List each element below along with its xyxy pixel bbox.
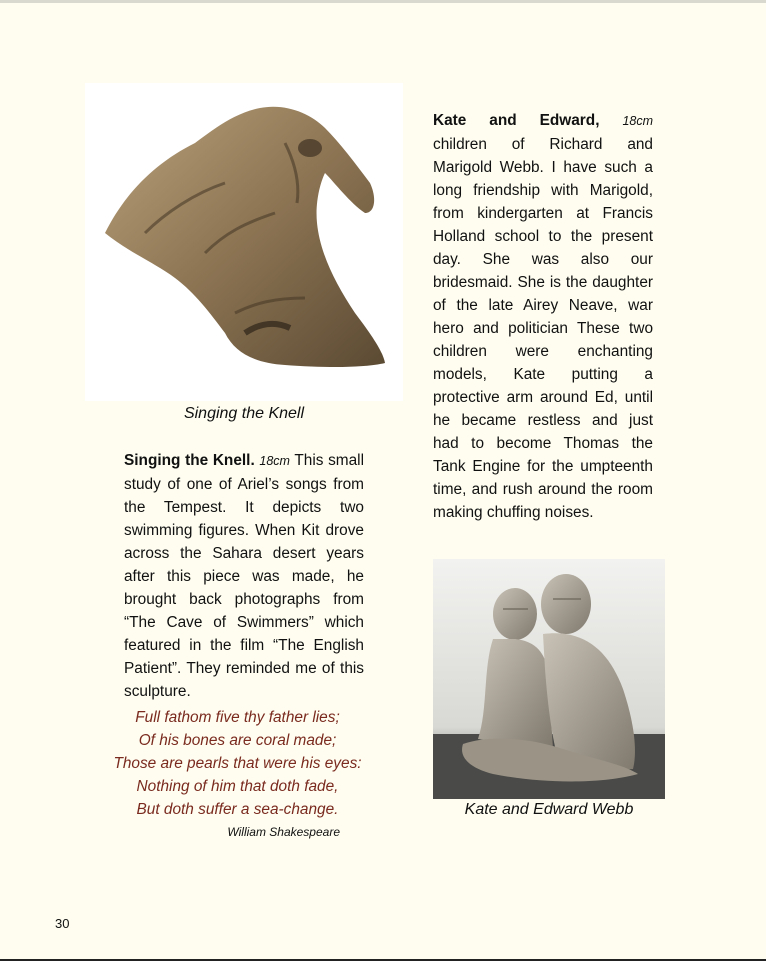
kate-and-edward-photo [433, 559, 665, 799]
page-number: 30 [55, 916, 70, 931]
shakespeare-poem [100, 706, 375, 821]
left-title: Singing the Knell. [124, 452, 255, 469]
poem-line: Full fathom five thy father lies; [135, 709, 340, 726]
poem-line: Of his bones are coral made; [138, 732, 337, 749]
left-size: 18cm [259, 454, 290, 468]
right-body: children of Richard and Marigold Webb. I have such a long friendship with Marigold, from kindergarten at Francis Holland school to the present day. She was also our bridesmaid. She is the daughter of the late Airey Neave, war hero and politician These two children were enchanting models, Kate putting a protective arm around Ed, until he became restless and just had to become Thomas the Tank Engine for the umpteenth time, and rush around the room making chuffing noises. [433, 136, 653, 521]
right-title: Kate and Edward, [433, 112, 600, 129]
bronze-sculpture-image [85, 83, 403, 401]
kate-and-edward-paragraph [433, 109, 653, 524]
singing-the-knell-photo [85, 83, 403, 401]
singing-the-knell-paragraph [124, 449, 364, 703]
left-photo-caption: Singing the Knell [183, 405, 305, 422]
poem-author: William Shakespeare [227, 825, 340, 839]
left-body: This small study of one of Ariel’s songs from the Tempest. It depicts two swimming figures. When Kit drove across the Sahara desert years after this piece was made, he brought back photographs from “The Cave of Swimmers” which featured in the film “The English Patient”. They reminded me of this sculpture. [124, 452, 365, 700]
right-photo-caption: Kate and Edward Webb [464, 801, 634, 818]
top-border [0, 0, 766, 3]
children-sculpture-image [433, 559, 665, 799]
poem-line: But doth suffer a sea-change. [136, 801, 339, 818]
poem-line: Nothing of him that doth fade, [136, 778, 339, 795]
poem-line: Those are pearls that were his eyes: [113, 755, 362, 772]
right-size: 18cm [622, 114, 654, 128]
